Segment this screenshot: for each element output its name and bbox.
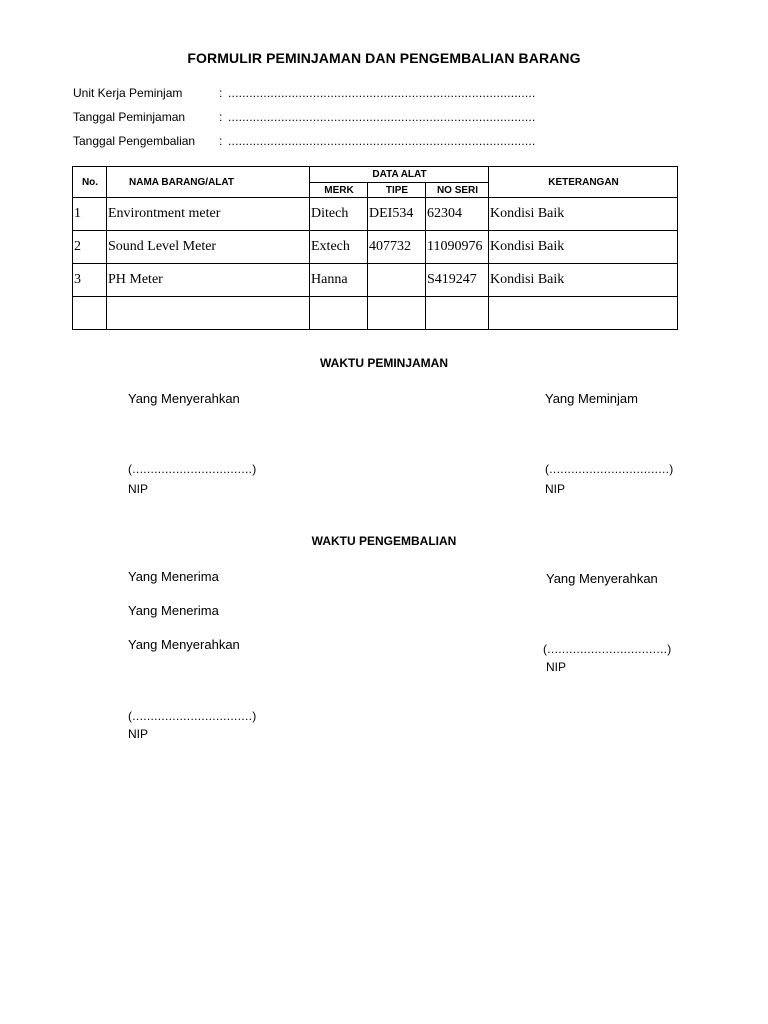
nip-label: NIP	[545, 482, 566, 496]
table-row	[73, 231, 678, 264]
cell-nama: PH Meter	[107, 264, 310, 297]
table-row	[73, 198, 678, 231]
cell-nama	[107, 297, 310, 330]
cell-no-seri: 62304	[426, 198, 489, 231]
items-table	[72, 166, 678, 330]
role-label-menyerahkan: Yang Menyerahkan	[128, 637, 240, 652]
cell-nama: Sound Level Meter	[107, 231, 310, 264]
role-label-menerima: Yang Menerima	[128, 603, 219, 618]
cell-keterangan: Kondisi Baik	[489, 198, 678, 231]
field-colon: :	[219, 86, 223, 100]
signature-line[interactable]: (.................................)	[128, 462, 257, 476]
cell-keterangan	[489, 297, 678, 330]
cell-no-seri: 11090976	[426, 231, 489, 264]
nip-label: NIP	[128, 727, 149, 741]
cell-no-seri: S419247	[426, 264, 489, 297]
signature-line[interactable]: (.................................)	[128, 709, 257, 723]
nip-label: NIP	[128, 482, 149, 496]
cell-keterangan: Kondisi Baik	[489, 264, 678, 297]
header-merk: MERK	[310, 183, 368, 198]
field-colon: :	[219, 110, 223, 124]
cell-no-seri	[426, 297, 489, 330]
header-tipe: TIPE	[368, 183, 426, 198]
nip-label: NIP	[546, 660, 567, 674]
role-label-meminjam: Yang Meminjam	[545, 391, 638, 406]
table-row	[73, 264, 678, 297]
table-row-empty	[73, 297, 678, 330]
field-label-tanggal-peminjaman: Tanggal Peminjaman	[73, 110, 186, 124]
cell-no: 3	[73, 264, 107, 297]
role-label-menyerahkan: Yang Menyerahkan	[546, 571, 658, 586]
field-label-tanggal-pengembalian: Tanggal Pengembalian	[73, 134, 196, 148]
cell-no: 1	[73, 198, 107, 231]
cell-tipe	[368, 297, 426, 330]
header-data-alat: DATA ALAT	[310, 167, 489, 183]
field-value-tanggal-peminjaman[interactable]: .......................................................................................	[228, 110, 536, 124]
cell-merk: Extech	[310, 231, 368, 264]
form-title: FORMULIR PEMINJAMAN DAN PENGEMBALIAN BARANG	[187, 50, 581, 66]
cell-tipe	[368, 264, 426, 297]
header-no-seri: NO SERI	[426, 183, 489, 198]
signature-line[interactable]: (.................................)	[543, 642, 672, 656]
cell-tipe: 407732	[368, 231, 426, 264]
role-label-menerima: Yang Menerima	[128, 569, 219, 584]
cell-nama: Environtment meter	[107, 198, 310, 231]
field-value-tanggal-pengembalian[interactable]: .......................................................................................	[228, 134, 536, 148]
cell-no: 2	[73, 231, 107, 264]
cell-merk: Ditech	[310, 198, 368, 231]
field-colon: :	[219, 134, 223, 148]
cell-merk: Hanna	[310, 264, 368, 297]
cell-keterangan: Kondisi Baik	[489, 231, 678, 264]
section-title-pengembalian: WAKTU PENGEMBALIAN	[311, 534, 457, 548]
signature-line[interactable]: (.................................)	[545, 462, 674, 476]
section-title-peminjaman: WAKTU PEMINJAMAN	[320, 356, 448, 370]
header-keterangan: KETERANGAN	[489, 167, 678, 198]
header-no: No.	[73, 167, 107, 198]
role-label-menyerahkan: Yang Menyerahkan	[128, 391, 240, 406]
field-value-unit-kerja[interactable]: .......................................................................................	[228, 86, 536, 100]
cell-no	[73, 297, 107, 330]
cell-tipe: DEI534	[368, 198, 426, 231]
field-label-unit-kerja: Unit Kerja Peminjam	[73, 86, 183, 100]
cell-merk	[310, 297, 368, 330]
header-nama-barang: NAMA BARANG/ALAT	[107, 167, 310, 198]
